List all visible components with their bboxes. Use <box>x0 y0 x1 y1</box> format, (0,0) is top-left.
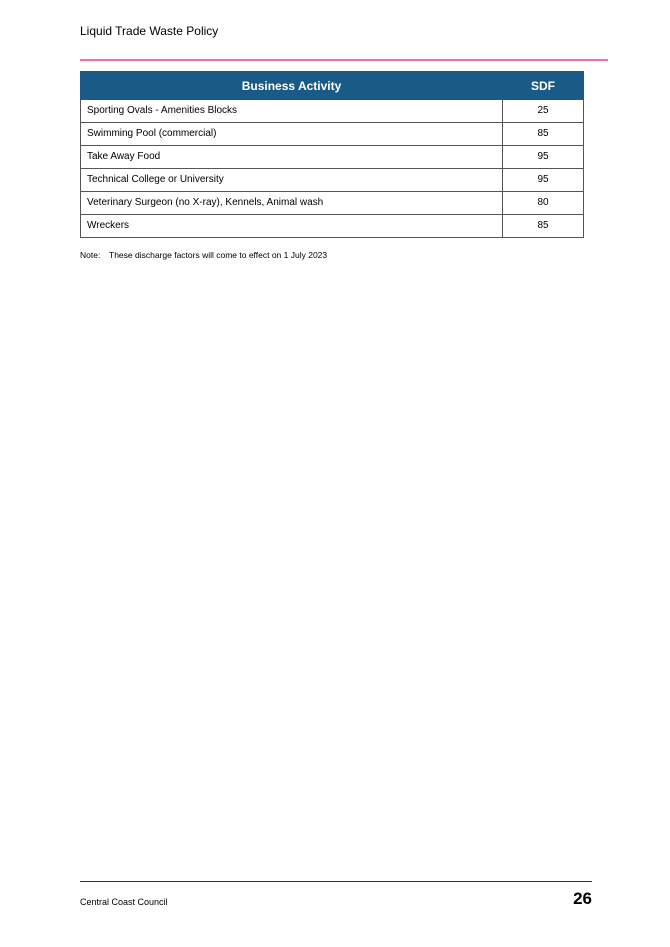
table-row <box>81 100 584 123</box>
table-note <box>80 250 327 260</box>
activity-cell: Technical College or University <box>81 169 503 192</box>
column-header-sdf: SDF <box>503 72 584 100</box>
activity-cell: Veterinary Surgeon (no X-ray), Kennels, Animal wash <box>81 192 503 215</box>
sdf-cell: 25 <box>503 100 584 123</box>
activity-cell: Take Away Food <box>81 146 503 169</box>
sdf-cell: 85 <box>503 215 584 238</box>
sdf-table <box>80 71 584 238</box>
page-number: 26 <box>573 889 592 908</box>
sdf-cell: 85 <box>503 123 584 146</box>
footer-organization: Central Coast Council <box>80 897 168 907</box>
table-header-row <box>81 72 584 100</box>
table-row <box>81 123 584 146</box>
header-divider <box>80 59 608 61</box>
table-row <box>81 215 584 238</box>
activity-cell: Swimming Pool (commercial) <box>81 123 503 146</box>
activity-cell: Sporting Ovals - Amenities Blocks <box>81 100 503 123</box>
column-header-business-activity: Business Activity <box>81 72 503 100</box>
footer-divider <box>80 881 592 882</box>
activity-cell: Wreckers <box>81 215 503 238</box>
table-row <box>81 192 584 215</box>
table-row <box>81 169 584 192</box>
note-text: These discharge factors will come to effect on 1 July 2023 <box>109 250 328 260</box>
sdf-cell: 95 <box>503 146 584 169</box>
sdf-cell: 95 <box>503 169 584 192</box>
note-label: Note: <box>80 250 101 260</box>
table-row <box>81 146 584 169</box>
sdf-cell: 80 <box>503 192 584 215</box>
document-title: Liquid Trade Waste Policy <box>80 24 219 38</box>
